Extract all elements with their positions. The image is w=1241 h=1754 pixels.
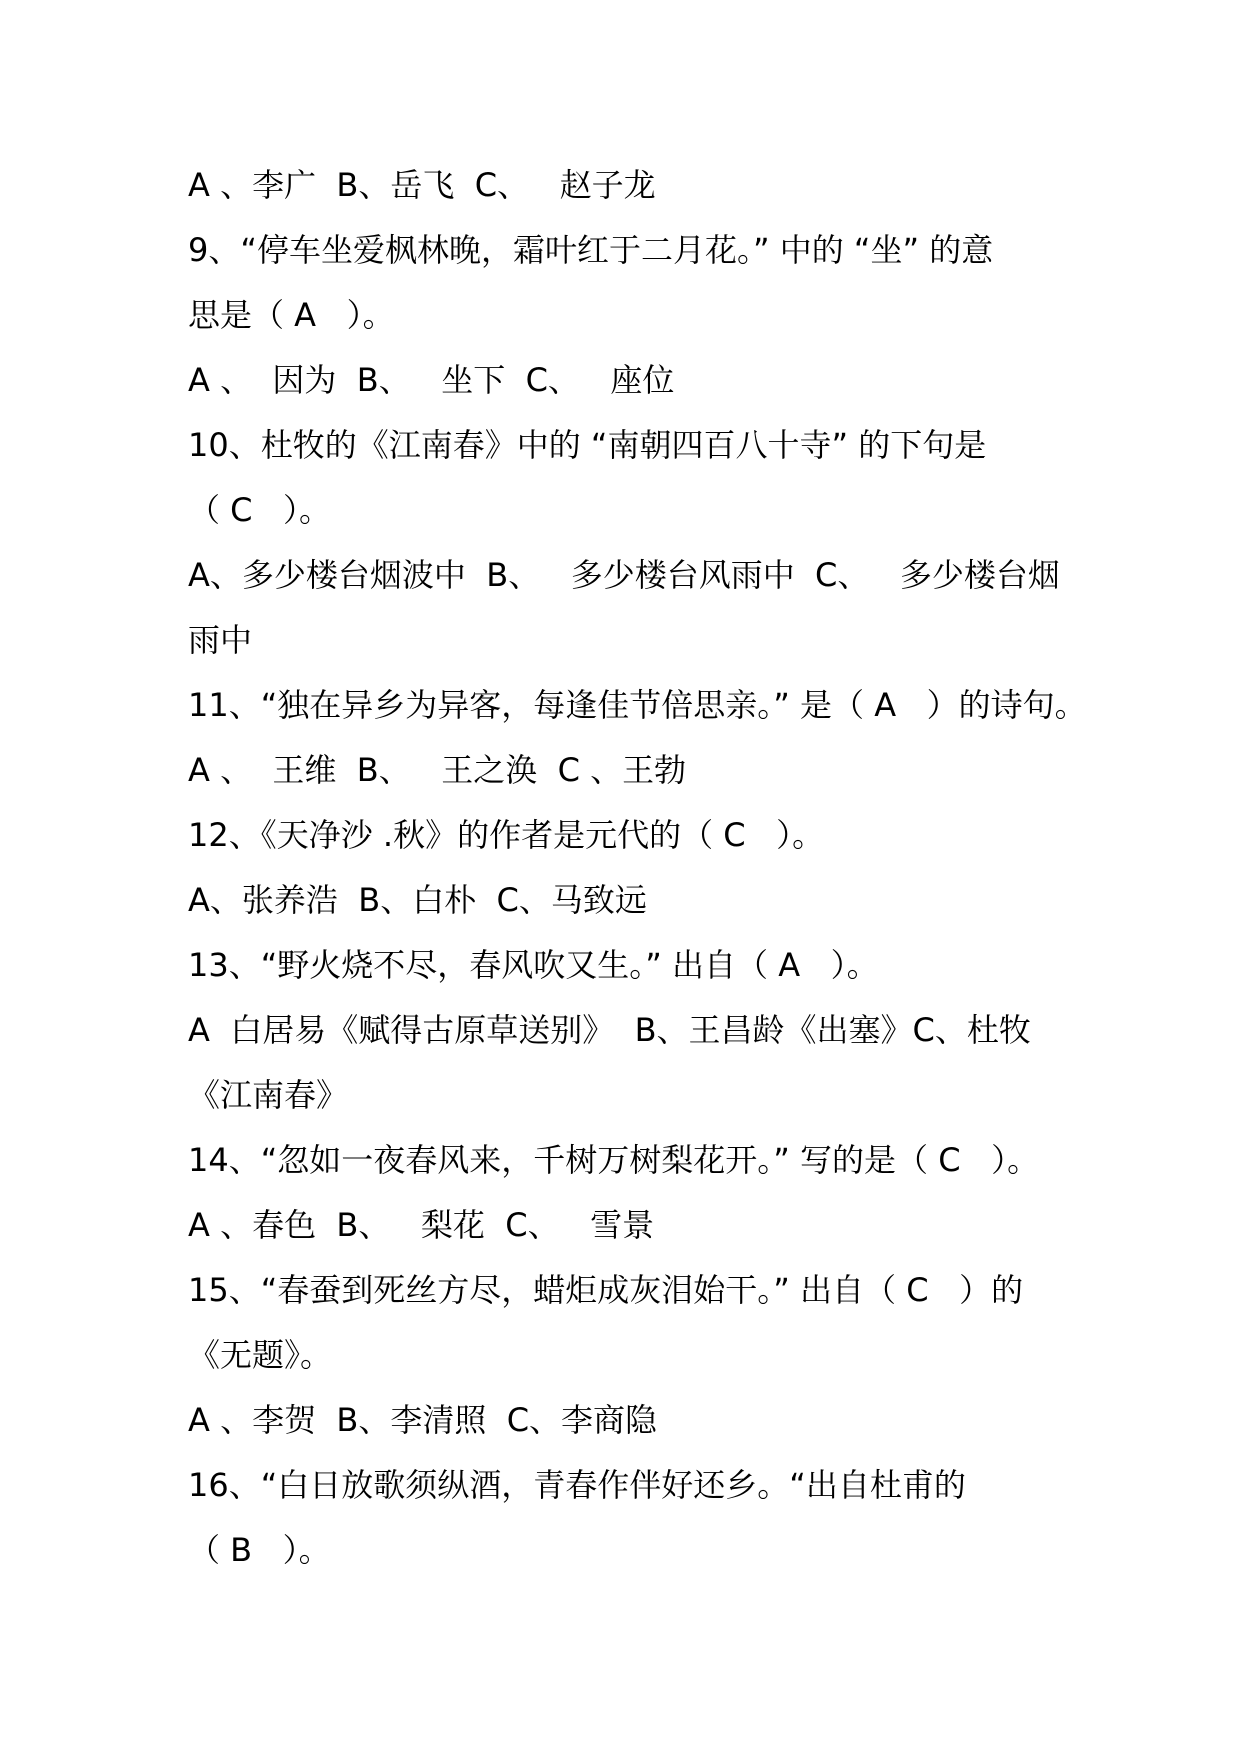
option-line-q11: A 、 王维 B、 王之涣 C 、王勃 xyxy=(188,751,687,789)
option-line-q15: A 、李贺 B、李清照 C、李商隐 xyxy=(188,1401,658,1439)
question-9-line-2: 思是（ A ）。 xyxy=(188,296,395,334)
option-line-q8: A 、李广 B、岳飞 C、 赵子龙 xyxy=(188,166,656,204)
option-line-q9: A 、 因为 B、 坐下 C、 座位 xyxy=(188,361,675,399)
question-15-line-1: 15、“春蚕到死丝方尽，蜡炬成灰泪始干。” 出自（ C ）的 xyxy=(188,1271,1024,1309)
option-line-q14: A 、春色 B、 梨花 C、 雪景 xyxy=(188,1206,655,1244)
question-10-line-2: （ C ）。 xyxy=(188,491,332,529)
question-13-line: 13、“野火烧不尽，春风吹又生。” 出自（ A ）。 xyxy=(188,946,879,984)
question-11-line: 11、“独在异乡为异客，每逢佳节倍思亲。” 是（ A ）的诗句。 xyxy=(188,686,1087,724)
option-line-q13-2: 《江南春》 xyxy=(188,1076,349,1114)
option-line-q10-2: 雨中 xyxy=(188,621,253,659)
question-16-line-2: （ B ）。 xyxy=(188,1531,331,1569)
question-15-line-2: 《无题》。 xyxy=(188,1336,333,1374)
question-10-line-1: 10、杜牧的《江南春》中的 “南朝四百八十寺” 的下句是 xyxy=(188,426,987,464)
option-line-q10-1: A、多少楼台烟波中 B、 多少楼台风雨中 C、 多少楼台烟 xyxy=(188,556,1060,594)
option-line-q13-1: A 白居易《赋得古原草送别》 B、王昌龄《出塞》C、杜牧 xyxy=(188,1011,1031,1049)
option-line-q12: A、张养浩 B、白朴 C、马致远 xyxy=(188,881,647,919)
question-14-line: 14、“忽如一夜春风来，千树万树梨花开。” 写的是（ C ）。 xyxy=(188,1141,1040,1179)
question-12-line: 12、《天净沙 .秋》的作者是元代的（ C ）。 xyxy=(188,816,825,854)
question-9-line-1: 9、“停车坐爱枫林晚，霜叶红于二月花。” 中的 “坐” 的意 xyxy=(188,231,994,269)
question-16-line-1: 16、“白日放歌须纵酒，青春作伴好还乡。“出自杜甫的 xyxy=(188,1466,966,1504)
